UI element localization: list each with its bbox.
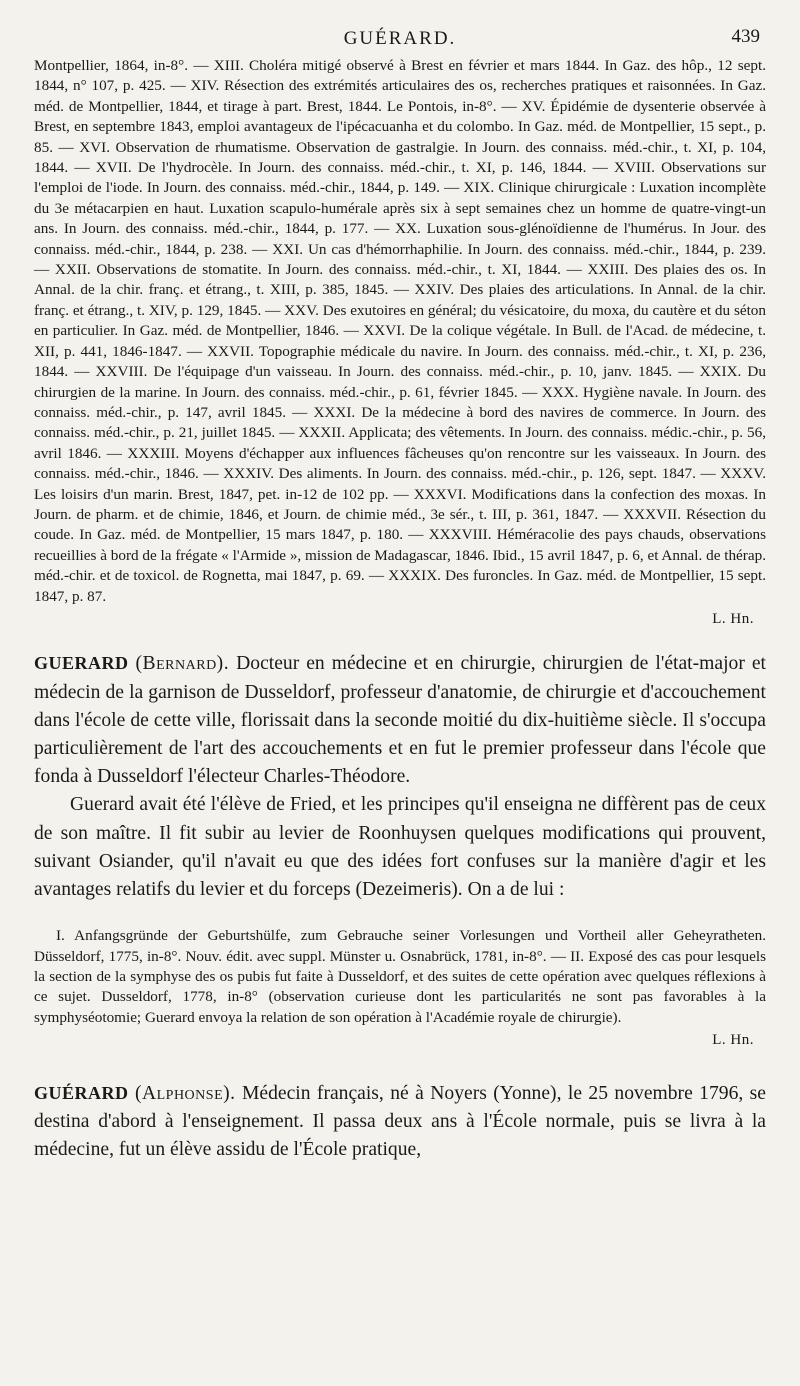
entry-text: Médecin français, né à Noyers (Yonne), le 25 novembre 1796, se destina d'abord à l'enseignement. Il passa deux ans à l'École normale, puis se livra à la médecine, fut un élève assidu de l'École pratique, [34,1082,767,1161]
author-signature-2: L. Hn. [712,1032,754,1049]
entry-headword: GUÉRARD [34,1082,129,1103]
entry-paragraph [34,1079,766,1165]
entry-paragraph-2: Guerard avait été l'élève de Fried, et les principes qu'il enseigna ne diffèrent pas de ceux de son maître. Il fit subir au levier de Roonhuysen quelques modifications qui prouvent, suivant Osiander, qu'il n'avait eu que des idées fort confuses sur la manière d'agir et les avantages relatifs du levier et du forceps (Dezeimeris). On a de lui : [34,794,766,900]
entry-forename: (Alphonse). [134,1082,236,1104]
running-head [34,22,766,56]
entry-forename: (Bernard). [135,653,230,675]
continued-bibliography-text: Montpellier, 1864, in-8°. — XIII. Choléra mitigé observé à Brest en février et mars 1844. In Gaz. des hôp., 12 sept. 1844, n° 107, p. 425. — XIV. Résection des extrémités articulaires des os, recherches pratiques et raisonnées. In Gaz. méd. de Montpellier, 1844, et tirage à part. Brest, 1844. Le Pontois, in-8°. — XV. Épidémie de dysenterie observée à Brest, en septembre 1843, emploi avantageux de l'ipécacuanha et du colombo. In Gaz. méd. de Montpellier, 15 sept., p. 85. — XVI. Observation de rhumatisme. Observation de gastralgie. In Journ. des connaiss. méd.-chir., t. XI, p. 104, 1844. — XVII. De l'hydrocèle. In Journ. des connaiss. méd.-chir., t. XI, p. 146, 1844. — XVIII. Observations sur l'emploi de l'iode. In Journ. des connaiss. méd.-chir., 1844, p. 149. — XIX. Clinique chirurgicale : Luxation incomplète du 3e métacarpien en haut. Luxation scapulo-humérale après six à sept semaines chez un homme de quatre-vingt-un ans. In Journ. des connaiss. méd.-chir., 1844, p. 177. — XX. Luxation sous-glénoïdienne de l'humérus. In Jour. des connaiss. méd.-chir., 1844, p. 238. — XXI. Un cas d'hémorrhaphilie. In Journ. des connaiss. méd.-chir., 1844, p. 239. — XXII. Observations de stomatite. In Journ. des connaiss. méd.-chir., t. XI, 1844. — XXIII. Des plaies des os. In Annal. de la chir. franç. et étrang., t. XIII, p. 385, 1845. — XXIV. Des plaies des articulations. In Annal. de la chir. franç. et étrang., t. XIV, p. 129, 1845. — XXV. Des exutoires en général; du vésicatoire, du moxa, du cautère et du séton en particulier. In Gaz. méd. de Montpellier, 1846. — XXVI. De la colique végétale. In Bull. de l'Acad. de médecine, t. XII, p. 441, 1846-1847. — XXVII. Topographie médicale du navire. In Journ. des connaiss. méd.-chir., t. XI, p. 236, 1844. — XXVIII. De l'équipage d'un vaisseau. In Journ. des connaiss. méd.-chir., p. 10, janv. 1845. — XXIX. Du chirurgien de la marine. In Journ. des connaiss. méd.-chir., p. 61, février 1845. — XXX. Hygiène navale. In Journ. des connaiss. méd.-chir., p. 147, avril 1845. — XXXI. De la médecine à bord des navires de commerce. In Journ. des connaiss. méd.-chir., p. 21, juillet 1845. — XXXII. Applicata; des vêtements. In Journ. des connaiss. médic.-chir., p. 56, avril 1846. — XXXIII. Moyens d'échapper aux influences fâcheuses qu'on rencontre sur les vaisseaux. In Journ. des connaiss. méd.-chir., 1846. — XXXIV. Des aliments. In Journ. des connaiss. méd.-chir., p. 126, sept. 1847. — XXXV. Les loisirs d'un marin. Brest, 1847, pet. in-12 de 102 pp. — XXXVI. Modifications dans la confection des moxas. In Journ. de pharm. et de chimie, 1846, et Journ. de chimie méd., 3e sér., t. III, p. 361, 1847. — XXXVII. Résection du coude. In Gaz. méd. de Montpellier, 15 mars 1847, p. 180. — XXXVIII. Héméracolie des pays chauds, observations recueillies à bord de la frégate « l'Armide », mission de Madagascar, 1846. Ibid., 15 avril 1847, p. 6, et Annal. de thérap. méd.-chir. et de toxicol. de Rognetta, mai 1847, p. 69. — XXXIX. Des furoncles. In Gaz. méd. de Montpellier, 15 sept. 1847, p. 87. [34,57,766,605]
entry-text: Docteur en médecine et en chirurgie, chirurgien de l'état-major et médecin de la garnison de Dusseldorf, professeur d'anatomie, de chirurgie et d'accouchement dans l'école de cette ville, florissait dans la seconde moitié du dix-huitième siècle. Il s'occupa particulièrement de l'art des accouchements et en fut le premier professeur dans l'école que fonda à Dusseldorf l'électeur Charles-Théodore. [34,653,767,788]
entry-guerard-bernard [34,649,766,904]
continued-bibliography [34,56,766,629]
entry-headword: GUERARD [34,653,129,674]
entry-paragraph [34,649,766,791]
entry-guerard-alphonse [34,1079,766,1165]
running-title: GUÉRARD. [343,28,457,49]
author-signature: L. Hn. [712,610,754,627]
entry-bibliography [34,926,766,1050]
entry-bibliography-text: I. Anfangsgründe der Geburtshülfe, zum Gebrauche seiner Vorlesungen und Vortheil aller Geheyratheten. Düsseldorf, 1775, in-8°. Nouv. édit. avec suppl. Münster u. Osnabrück, 1781, in-8°. — II. Exposé des cas pour lesquels la section de la symphyse des os pubis fut faite à Dusseldorf, et des suites de cette opération avec quelques réflexions à ce sujet. Dusseldorf, 1778, in-8° (observation curieuse dont les particularités ne sont pas favorables à la symphyséotomie; Guerard envoya la relation de son opération à l'Académie royale de chirurgie). [34,927,766,1026]
page-number: 439 [731,26,760,47]
